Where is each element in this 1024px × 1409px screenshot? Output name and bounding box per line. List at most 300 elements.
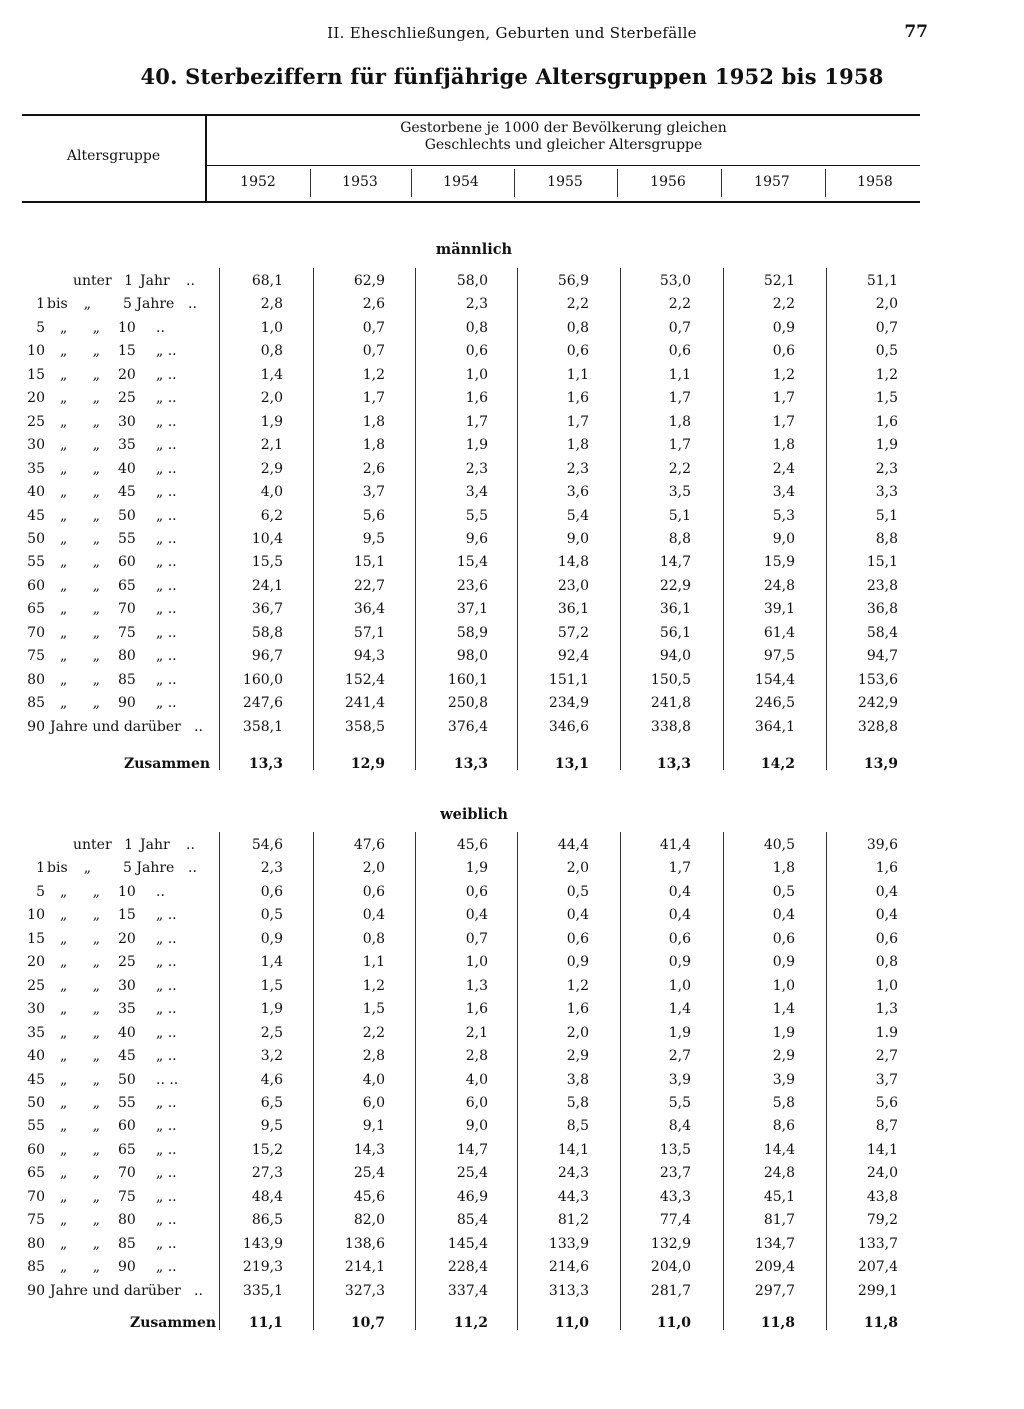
age-ditto: „ (60, 367, 68, 383)
table-row (0, 1048, 1024, 1071)
age-ditto: „ (60, 1095, 68, 1111)
value-cell-1954: 0,6 (465, 343, 488, 359)
value-cell-1954: 1,0 (465, 954, 488, 970)
leader-dots: „ .. (156, 1001, 177, 1017)
value-cell-1952: 1,9 (260, 1001, 283, 1017)
table-row (0, 320, 1024, 343)
leader-dots: „ .. (156, 343, 177, 359)
age-to: 45 (118, 484, 136, 500)
leader-dots: .. (156, 320, 165, 336)
age-ditto: „ (92, 578, 100, 594)
value-cell-1958: 0,7 (875, 320, 898, 336)
value-cell-1958: 2,3 (875, 461, 898, 477)
value-cell-1952: 48,4 (251, 1189, 283, 1205)
value-cell-1954: 337,4 (447, 1283, 488, 1299)
age-to: 75 (118, 625, 136, 641)
value-cell-1954: 4,0 (465, 1072, 488, 1088)
age-to: 70 (118, 601, 136, 617)
value-cell-1958: 36,8 (866, 601, 898, 617)
year-separator (411, 169, 412, 197)
age-from: 55 (27, 1118, 45, 1134)
age-to: 35 (118, 437, 136, 453)
age-from: 85 (27, 1259, 45, 1275)
age-from: 50 (27, 531, 45, 547)
value-cell-1953: 2,8 (362, 1048, 385, 1064)
table-row (0, 296, 1024, 319)
table-row (0, 907, 1024, 930)
value-cell-1956: 22,9 (659, 578, 691, 594)
total-cell-1953: 10,7 (350, 1315, 385, 1331)
age-ditto: „ (60, 578, 68, 594)
value-cell-1955: 3,8 (566, 1072, 589, 1088)
age-from: 75 (27, 648, 45, 664)
value-cell-1955: 1,2 (566, 978, 589, 994)
age-ditto: „ (60, 414, 68, 430)
value-cell-1954: 250,8 (447, 695, 488, 711)
age-ditto: „ (92, 1259, 100, 1275)
age-from: 50 (27, 1095, 45, 1111)
value-cell-1953: 2,6 (362, 461, 385, 477)
total-cell-1957: 11,8 (760, 1315, 795, 1331)
table-row (0, 1259, 1024, 1282)
value-cell-1953: 0,6 (362, 884, 385, 900)
age-from: 85 (27, 695, 45, 711)
value-cell-1957: 5,3 (772, 508, 795, 524)
running-head: II. Eheschließungen, Geburten und Sterbefälle (327, 24, 697, 42)
value-cell-1953: 2,0 (362, 860, 385, 876)
year-separator (617, 169, 618, 197)
age-ditto: „ (60, 978, 68, 994)
value-cell-1952: 1,9 (260, 414, 283, 430)
year-header-1954: 1954 (443, 174, 479, 190)
value-cell-1956: 14,7 (659, 554, 691, 570)
age-ditto: „ (83, 860, 91, 876)
age-from: 40 (27, 484, 45, 500)
value-cell-1956: 5,1 (668, 508, 691, 524)
value-cell-1953: 94,3 (353, 648, 385, 664)
age-ditto: „ (60, 1259, 68, 1275)
value-cell-1956: 56,1 (659, 625, 691, 641)
age-ditto: „ (60, 343, 68, 359)
value-cell-1952: 219,3 (242, 1259, 283, 1275)
table-row (0, 367, 1024, 390)
value-cell-1955: 5,4 (566, 508, 589, 524)
value-cell-1952: 1,4 (260, 954, 283, 970)
total-cell-1953: 12,9 (350, 756, 385, 772)
value-cell-1956: 0,6 (668, 931, 691, 947)
table-row (0, 1142, 1024, 1165)
leader-dots: „ .. (156, 484, 177, 500)
value-cell-1952: 2,8 (260, 296, 283, 312)
value-cell-1953: 1,2 (362, 978, 385, 994)
table-row (0, 508, 1024, 531)
value-cell-1953: 2,2 (362, 1025, 385, 1041)
age-ditto: „ (60, 954, 68, 970)
value-cell-1957: 1,7 (772, 390, 795, 406)
table-row (0, 931, 1024, 954)
age-ditto: „ (92, 461, 100, 477)
leader-dots: .. (186, 273, 195, 289)
value-cell-1956: 3,9 (668, 1072, 691, 1088)
value-cell-1958: 0,5 (875, 343, 898, 359)
value-cell-1954: 3,4 (465, 484, 488, 500)
value-cell-1957: 1,7 (772, 414, 795, 430)
value-cell-1954: 0,4 (465, 907, 488, 923)
value-cell-1953: 1,7 (362, 390, 385, 406)
value-cell-1953: 36,4 (353, 601, 385, 617)
value-cell-1957: 209,4 (754, 1259, 795, 1275)
value-cell-1958: 1,3 (875, 1001, 898, 1017)
age-ditto: „ (60, 1048, 68, 1064)
value-cell-1957: 40,5 (763, 837, 795, 853)
table-row (0, 1189, 1024, 1212)
age-ditto: „ (60, 554, 68, 570)
leader-dots: „ .. (156, 672, 177, 688)
value-cell-1955: 2,9 (566, 1048, 589, 1064)
age-ditto: „ (60, 1118, 68, 1134)
total-cell-1955: 11,0 (554, 1315, 589, 1331)
value-cell-1952: 1,4 (260, 367, 283, 383)
table-row (0, 954, 1024, 977)
table-row (0, 719, 1024, 742)
total-label: Zusammen (130, 1315, 217, 1331)
age-to: 85 (118, 1236, 136, 1252)
age-ditto: „ (92, 625, 100, 641)
value-cell-1956: 43,3 (659, 1189, 691, 1205)
value-cell-1954: 23,6 (456, 578, 488, 594)
table-row (0, 837, 1024, 860)
table-row (0, 461, 1024, 484)
age-ditto: „ (92, 554, 100, 570)
age-ditto: „ (92, 367, 100, 383)
age-ditto: „ (92, 1236, 100, 1252)
value-cell-1955: 1,8 (566, 437, 589, 453)
value-cell-1954: 58,0 (456, 273, 488, 289)
value-cell-1957: 246,5 (754, 695, 795, 711)
total-cell-1958: 13,9 (863, 756, 898, 772)
value-cell-1957: 97,5 (763, 648, 795, 664)
value-cell-1955: 313,3 (548, 1283, 589, 1299)
value-cell-1952: 2,9 (260, 461, 283, 477)
age-to: 75 (118, 1189, 136, 1205)
value-cell-1955: 23,0 (557, 578, 589, 594)
age-from: 45 (27, 508, 45, 524)
age-ditto: „ (60, 1001, 68, 1017)
age-from: 30 (27, 437, 45, 453)
leader-dots: „ .. (156, 390, 177, 406)
value-cell-1958: 5,1 (875, 508, 898, 524)
age-ditto: „ (60, 390, 68, 406)
total-cell-1955: 13,1 (554, 756, 589, 772)
age-to: 40 (118, 461, 136, 477)
age-to: 35 (118, 1001, 136, 1017)
value-cell-1953: 82,0 (353, 1212, 385, 1228)
value-cell-1952: 24,1 (251, 578, 283, 594)
value-cell-1957: 297,7 (754, 1283, 795, 1299)
age-ditto: „ (60, 1072, 68, 1088)
age-to: 15 (118, 907, 136, 923)
value-cell-1955: 0,6 (566, 931, 589, 947)
age-to: 5 Jahre (123, 296, 175, 312)
age-ditto: „ (60, 437, 68, 453)
value-cell-1956: 0,4 (668, 907, 691, 923)
value-cell-1957: 14,4 (763, 1142, 795, 1158)
age-ditto: „ (92, 531, 100, 547)
value-cell-1958: 1,6 (875, 414, 898, 430)
header-bottom-rule (22, 201, 920, 203)
value-cell-1954: 1,3 (465, 978, 488, 994)
age-ditto: „ (92, 1001, 100, 1017)
table-row (0, 437, 1024, 460)
value-cell-1954: 0,6 (465, 884, 488, 900)
value-cell-1957: 1,0 (772, 978, 795, 994)
year-header-1958: 1958 (857, 174, 893, 190)
age-from: 35 (27, 1025, 45, 1041)
value-cell-1953: 25,4 (353, 1165, 385, 1181)
value-cell-1956: 94,0 (659, 648, 691, 664)
value-cell-1953: 6,0 (362, 1095, 385, 1111)
value-cell-1958: 0,4 (875, 884, 898, 900)
value-cell-1957: 134,7 (754, 1236, 795, 1252)
value-cell-1954: 2,3 (465, 461, 488, 477)
value-cell-1957: 1,9 (772, 1025, 795, 1041)
value-cell-1954: 6,0 (465, 1095, 488, 1111)
value-cell-1952: 9,5 (260, 1118, 283, 1134)
value-cell-1956: 2,7 (668, 1048, 691, 1064)
value-cell-1956: 0,6 (668, 343, 691, 359)
value-cell-1954: 14,7 (456, 1142, 488, 1158)
age-ditto: „ (92, 1025, 100, 1041)
age-to: 80 (118, 1212, 136, 1228)
total-cell-1956: 13,3 (656, 756, 691, 772)
value-cell-1952: 27,3 (251, 1165, 283, 1181)
value-cell-1957: 0,6 (772, 931, 795, 947)
value-cell-1953: 214,1 (344, 1259, 385, 1275)
leader-dots: „ .. (156, 461, 177, 477)
value-cell-1952: 15,5 (251, 554, 283, 570)
value-cell-1955: 0,5 (566, 884, 589, 900)
value-cell-1957: 1,2 (772, 367, 795, 383)
value-cell-1952: 1,0 (260, 320, 283, 336)
value-cell-1955: 92,4 (557, 648, 589, 664)
value-cell-1953: 3,7 (362, 484, 385, 500)
value-cell-1954: 2,1 (465, 1025, 488, 1041)
leader-dots: „ .. (156, 1095, 177, 1111)
value-cell-1958: 0,8 (875, 954, 898, 970)
age-to: 10 (118, 320, 136, 336)
value-cell-1953: 22,7 (353, 578, 385, 594)
year-header-1953: 1953 (342, 174, 378, 190)
value-cell-1955: 14,1 (557, 1142, 589, 1158)
age-ditto: „ (92, 390, 100, 406)
value-cell-1957: 24,8 (763, 1165, 795, 1181)
value-cell-1955: 151,1 (548, 672, 589, 688)
table-top-rule (22, 114, 920, 116)
value-cell-1952: 4,6 (260, 1072, 283, 1088)
age-ditto: „ (60, 1165, 68, 1181)
value-cell-1953: 1,2 (362, 367, 385, 383)
age-ditto: „ (92, 695, 100, 711)
age-from: 70 (27, 1189, 45, 1205)
table-row (0, 625, 1024, 648)
leader-dots: „ .. (156, 907, 177, 923)
table-row (0, 1283, 1024, 1306)
leader-dots: „ .. (156, 414, 177, 430)
value-cell-1958: 8,7 (875, 1118, 898, 1134)
value-cell-1955: 234,9 (548, 695, 589, 711)
value-cell-1956: 36,1 (659, 601, 691, 617)
age-ditto: „ (92, 414, 100, 430)
age-from: 80 (27, 672, 45, 688)
group-header (207, 120, 920, 154)
value-cell-1956: 77,4 (659, 1212, 691, 1228)
value-cell-1957: 2,2 (772, 296, 795, 312)
value-cell-1955: 3,6 (566, 484, 589, 500)
age-from: 15 (27, 931, 45, 947)
page-number: 77 (904, 22, 928, 42)
value-cell-1953: 9,1 (362, 1118, 385, 1134)
value-cell-1955: 24,3 (557, 1165, 589, 1181)
leader-dots: .. (188, 296, 197, 312)
value-cell-1953: 0,7 (362, 343, 385, 359)
table-row (0, 578, 1024, 601)
value-cell-1956: 338,8 (650, 719, 691, 735)
value-cell-1953: 14,3 (353, 1142, 385, 1158)
value-cell-1956: 2,2 (668, 461, 691, 477)
age-ditto: „ (60, 931, 68, 947)
value-cell-1957: 2,4 (772, 461, 795, 477)
value-cell-1955: 56,9 (557, 273, 589, 289)
value-cell-1952: 6,2 (260, 508, 283, 524)
value-cell-1957: 1,4 (772, 1001, 795, 1017)
value-cell-1954: 1,9 (465, 437, 488, 453)
value-cell-1957: 154,4 (754, 672, 795, 688)
value-cell-1958: 15,1 (866, 554, 898, 570)
table-title: 40. Sterbeziffern für fünfjährige Altersgruppen 1952 bis 1958 (140, 64, 884, 89)
age-ditto: „ (92, 1212, 100, 1228)
age-to: 5 Jahre (123, 860, 175, 876)
value-cell-1954: 9,0 (465, 1118, 488, 1134)
age-ditto: „ (60, 648, 68, 664)
age-from: 80 (27, 1236, 45, 1252)
value-cell-1958: 133,7 (857, 1236, 898, 1252)
value-cell-1956: 13,5 (659, 1142, 691, 1158)
age-connector: unter (73, 273, 112, 289)
table-row (0, 1001, 1024, 1024)
value-cell-1957: 364,1 (754, 719, 795, 735)
value-cell-1952: 15,2 (251, 1142, 283, 1158)
leader-dots: .. (194, 1283, 203, 1299)
value-cell-1958: 242,9 (857, 695, 898, 711)
value-cell-1952: 247,6 (242, 695, 283, 711)
value-cell-1958: 5,6 (875, 1095, 898, 1111)
value-cell-1957: 61,4 (763, 625, 795, 641)
value-cell-1956: 241,8 (650, 695, 691, 711)
age-to: 65 (118, 1142, 136, 1158)
value-cell-1954: 85,4 (456, 1212, 488, 1228)
leader-dots: .. (186, 837, 195, 853)
value-cell-1953: 0,4 (362, 907, 385, 923)
value-cell-1956: 1,7 (668, 390, 691, 406)
value-cell-1958: 79,2 (866, 1212, 898, 1228)
value-cell-1957: 0,9 (772, 954, 795, 970)
age-ditto: „ (60, 484, 68, 500)
age-from: 25 (27, 978, 45, 994)
value-cell-1956: 8,4 (668, 1118, 691, 1134)
value-cell-1953: 152,4 (344, 672, 385, 688)
value-cell-1954: 145,4 (447, 1236, 488, 1252)
leader-dots: „ .. (156, 1189, 177, 1205)
value-cell-1952: 358,1 (242, 719, 283, 735)
age-to: 70 (118, 1165, 136, 1181)
value-cell-1957: 45,1 (763, 1189, 795, 1205)
table-row (0, 1118, 1024, 1141)
age-from: 90 (27, 1283, 45, 1299)
value-cell-1954: 160,1 (447, 672, 488, 688)
value-cell-1954: 0,8 (465, 320, 488, 336)
age-to: 55 (118, 1095, 136, 1111)
value-cell-1953: 5,6 (362, 508, 385, 524)
value-cell-1952: 6,5 (260, 1095, 283, 1111)
total-cell-1954: 11,2 (453, 1315, 488, 1331)
value-cell-1952: 86,5 (251, 1212, 283, 1228)
value-cell-1952: 4,0 (260, 484, 283, 500)
leader-dots: „ .. (156, 625, 177, 641)
age-from: 1 (36, 296, 45, 312)
age-ditto: „ (60, 1142, 68, 1158)
age-from: 55 (27, 554, 45, 570)
age-to: 50 (118, 1072, 136, 1088)
leader-dots: „ .. (156, 367, 177, 383)
value-cell-1954: 5,5 (465, 508, 488, 524)
value-cell-1958: 1,2 (875, 367, 898, 383)
value-cell-1955: 81,2 (557, 1212, 589, 1228)
leader-dots: „ .. (156, 1142, 177, 1158)
age-ditto: „ (92, 601, 100, 617)
value-cell-1955: 2,0 (566, 860, 589, 876)
table-row (0, 860, 1024, 883)
value-cell-1956: 150,5 (650, 672, 691, 688)
table-row (0, 1095, 1024, 1118)
value-cell-1956: 1,0 (668, 978, 691, 994)
value-cell-1954: 1,6 (465, 1001, 488, 1017)
age-unit: Jahr (140, 273, 170, 289)
value-cell-1954: 376,4 (447, 719, 488, 735)
value-cell-1957: 24,8 (763, 578, 795, 594)
table-row (0, 484, 1024, 507)
age-ditto: „ (92, 1165, 100, 1181)
value-cell-1952: 335,1 (242, 1283, 283, 1299)
age-connector: bis (47, 860, 68, 876)
value-cell-1956: 53,0 (659, 273, 691, 289)
value-cell-1955: 44,3 (557, 1189, 589, 1205)
value-cell-1955: 133,9 (548, 1236, 589, 1252)
value-cell-1958: 0,6 (875, 931, 898, 947)
total-cell-1956: 11,0 (656, 1315, 691, 1331)
age-ditto: „ (92, 648, 100, 664)
table-row (0, 414, 1024, 437)
year-header-1957: 1957 (754, 174, 790, 190)
value-cell-1953: 1,5 (362, 1001, 385, 1017)
age-ditto: „ (92, 1118, 100, 1134)
value-cell-1955: 2,2 (566, 296, 589, 312)
value-cell-1955: 1,6 (566, 390, 589, 406)
total-cell-1954: 13,3 (453, 756, 488, 772)
value-cell-1953: 9,5 (362, 531, 385, 547)
age-to: 25 (118, 390, 136, 406)
age-from: 60 (27, 1142, 45, 1158)
value-cell-1955: 8,5 (566, 1118, 589, 1134)
